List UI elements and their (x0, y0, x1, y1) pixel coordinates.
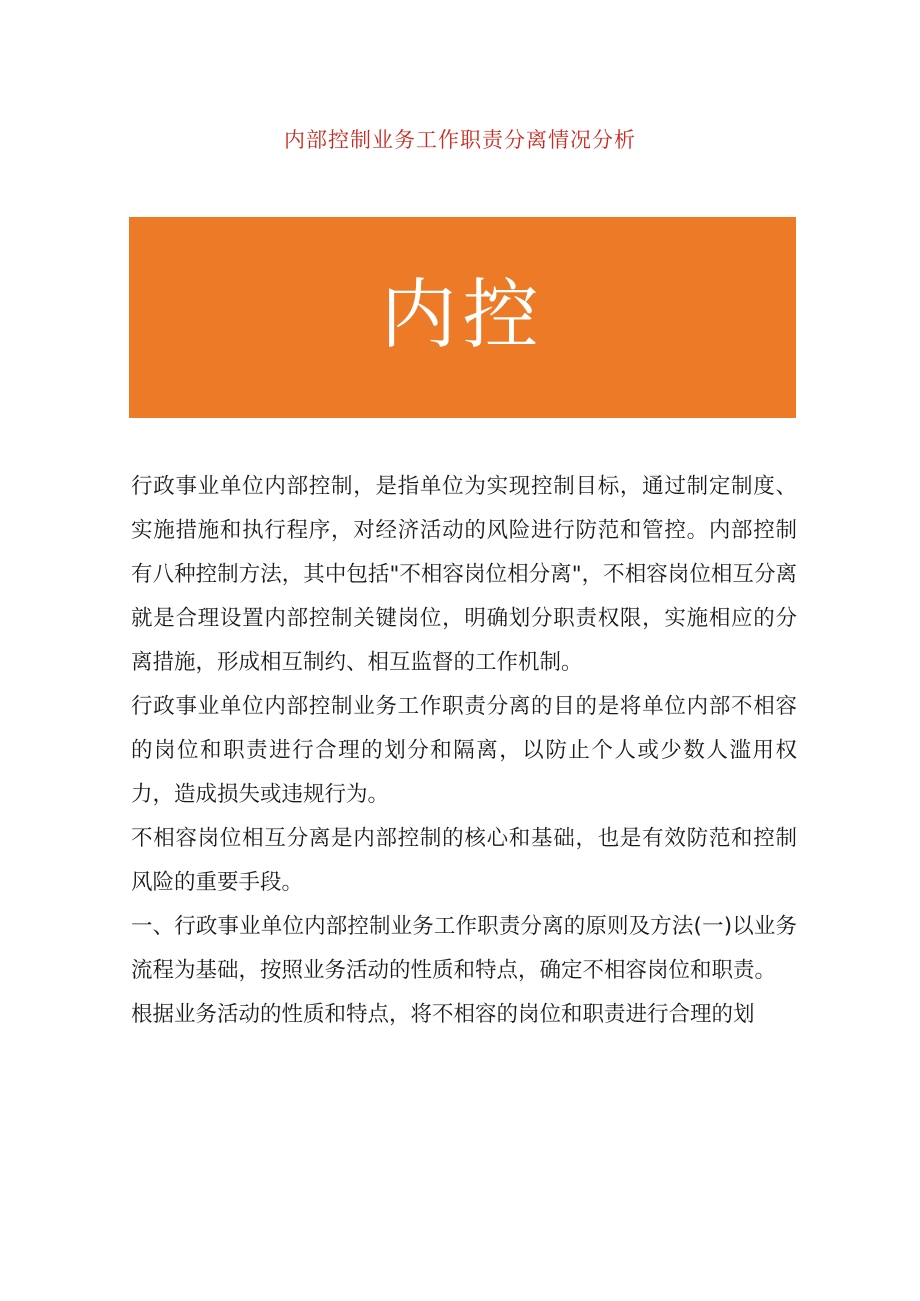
document-title: 内部控制业务工作职责分离情况分析 (284, 128, 636, 152)
paragraph-section-one: 一、行政事业单位内部控制业务工作职责分离的原则及方法(一)以业务流程为基础，按照业务活动的性质和特点，确定不相容岗位和职责。 (131, 914, 797, 983)
paragraph-division: 根据业务活动的性质和特点，将不相容的岗位和职责进行合理的划 (131, 1002, 755, 1027)
document-body (131, 465, 797, 1037)
paragraph-core: 不相容岗位相互分离是内部控制的核心和基础，也是有效防范和控制风险的重要手段。 (131, 826, 797, 895)
paragraph-intro: 行政事业单位内部控制，是指单位为实现控制目标，通过制定制度、实施措施和执行程序，对经济活动的风险进行防范和管控。内部控制有八种控制方法，其中包括"不相容岗位相分离"，不相容岗位相互分离就是合理设置内部控制关键岗位，明确划分职责权限，实施相应的分离措施，形成相互制约、相互监督的工作机制。 (131, 474, 797, 675)
banner-text: 内控 (380, 269, 545, 359)
paragraph-purpose: 行政事业单位内部控制业务工作职责分离的目的是将单位内部不相容的岗位和职责进行合理的划分和隔离，以防止个人或少数人滥用权力，造成损失或违规行为。 (131, 694, 797, 807)
title-banner (129, 217, 796, 418)
